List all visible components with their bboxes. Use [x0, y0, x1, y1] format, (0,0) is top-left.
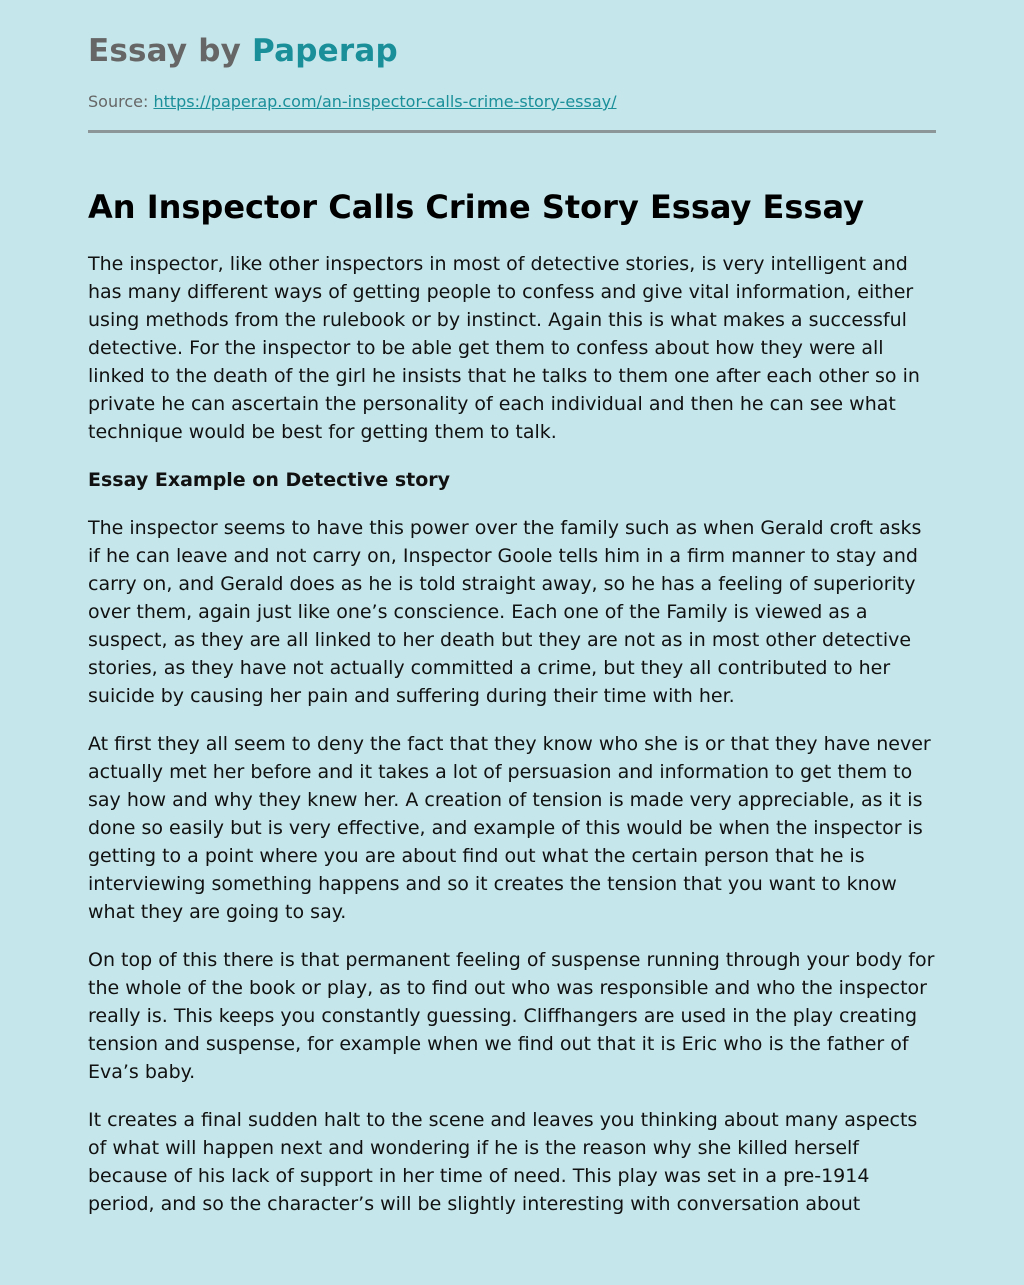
paragraph: At first they all seem to deny the fact that they know who she is or that they have never actually met her before and it takes a lot of persuasion and information to get them to say how and why they knew her. A creation of tension is made very appreciable, as it is done so easily but is very effective, and example of this would be when the inspector is getting to a point where you are about find out what the certain person that he is interviewing something happens and so it creates the tension that you want to know what they are going to say.	[88, 733, 931, 923]
site-brand	[88, 0, 936, 71]
brand-prefix: Essay by	[88, 33, 253, 69]
paragraph: The inspector seems to have this power over the family such as when Gerald croft asks if he can leave and not carry on, Inspector Goole tells him in a firm manner to stay and carry on, and Gerald does as he is told straight away, so he has a feeling of superiority over them, again just like one’s conscience. Each one of the Family is viewed as a suspect, as they are all linked to her death but they are not as in most other detective stories, as they have not actually committed a crime, but they all contributed to her suicide by causing her pain and suffering during their time with her.	[88, 517, 922, 707]
brand-name: Paperap	[252, 33, 398, 69]
paragraph: The inspector, like other inspectors in most of detective stories, is very intelligent and has many different ways of getting people to confess and give vital information, either using methods from the rulebook or by instinct. Again this is what makes a successful detective. For the inspector to be able get them to confess about how they were all linked to the death of the girl he insists that he talks to them one after each other so in private he can ascertain the personality of each individual and then he can see what technique would be best for getting them to talk.	[88, 253, 920, 443]
header-divider	[88, 130, 936, 133]
paragraph: On top of this there is that permanent feeling of suspense running through your body for the whole of the book or play, as to find out who was responsible and who the inspector really is. This keeps you constantly guessing. Cliffhangers are used in the play creating tension and suspense, for example when we find out that it is Eric who is the father of Eva’s baby.	[88, 949, 935, 1083]
article-subheading: Essay Example on Detective story	[88, 469, 451, 491]
paragraph: It creates a final sudden halt to the scene and leaves you thinking about many aspects of what will happen next and wondering if he is the reason why she killed herself because of his lack of support in her time of need. This play was set in a pre-1914 period, and so the character’s will be slightly interesting with conversation about	[88, 1109, 918, 1215]
source-line	[88, 91, 936, 113]
source-link[interactable]: https://paperap.com/an-inspector-calls-crime-story-essay/	[153, 92, 617, 111]
article	[88, 186, 936, 1218]
article-title: An Inspector Calls Crime Story Essay Essay	[88, 188, 864, 226]
page-header	[88, 0, 936, 133]
article-body	[88, 250, 936, 1218]
source-label: Source:	[88, 92, 149, 111]
